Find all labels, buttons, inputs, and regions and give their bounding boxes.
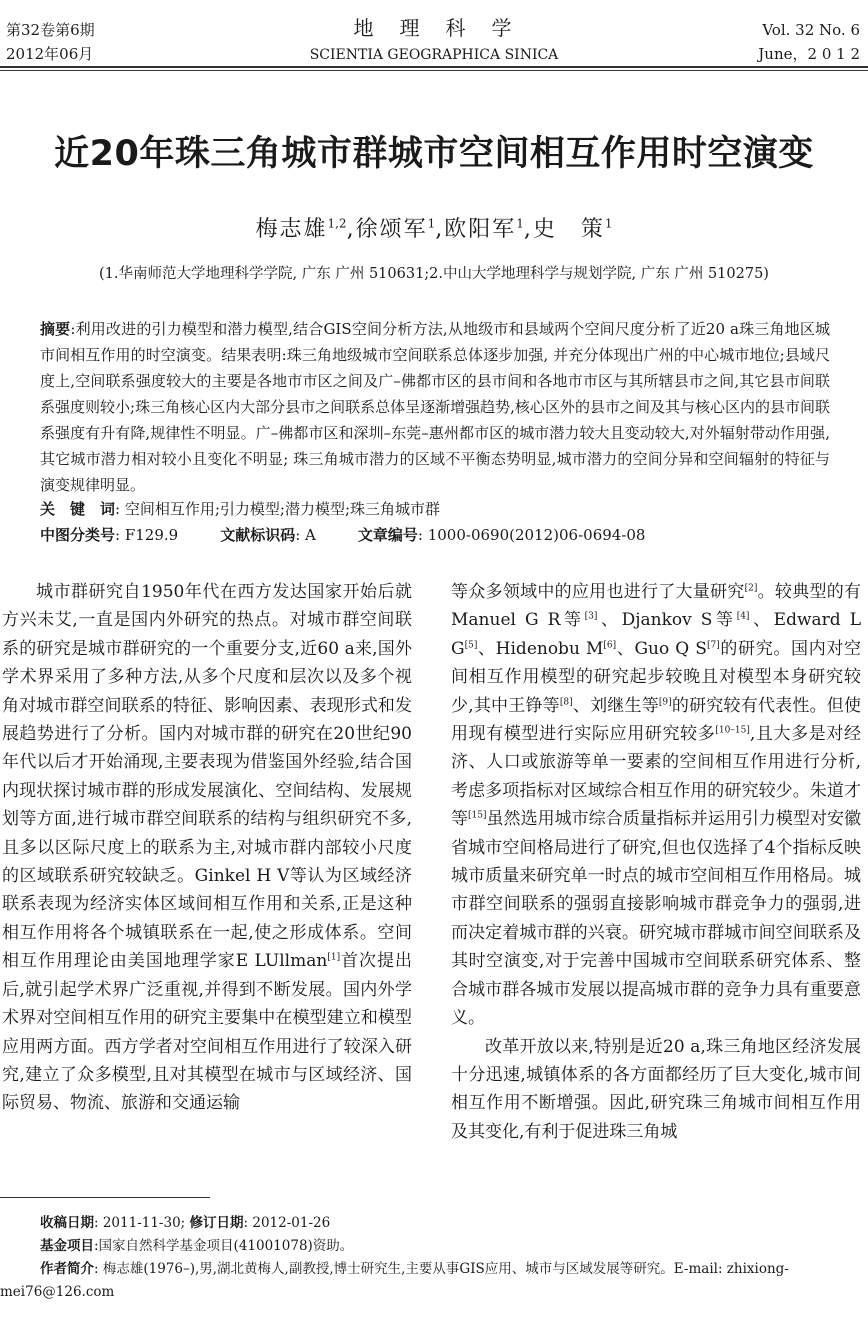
footnote-rule [0, 1197, 210, 1198]
citation: [9] [658, 696, 672, 707]
text-run: 虽然选用城市综合质量指标并运用引力模型对安徽省城市空间格局进行了研究,但也仅选择了4个指标反映城市质量来研究单一时点的城市空间相互作用格局。城市群空间联系的强弱直接影响城市群竞争力的强弱,进而决定着城市群的兴衰。研究城市群城市间空间联系及其时空演变,对于完善中国城市空间联系研究体系、整合城市群各城市发展以提高城市群的竞争力具有重要意义。 [451, 809, 862, 1029]
citation: [3] [584, 611, 598, 622]
text-run: 。较典型的有Manuel G R等 [451, 582, 862, 631]
citation: [8] [559, 696, 573, 707]
author-separator: , [346, 217, 356, 242]
citation: [4] [736, 611, 750, 622]
text-run: 等众多领域中的应用也进行了大量研究 [451, 582, 745, 602]
author-separator: , [523, 217, 533, 242]
affiliations: (1.华南师范大学地理科学学院, 广东 广州 510631;2.中山大学地理科学与规划学院, 广东 广州 510275) [99, 266, 769, 282]
text-run: 、Hidenobu M [477, 638, 604, 659]
fund-text: :国家自然科学基金项目(41001078)资助。 [94, 1238, 354, 1254]
abstract-label: 摘要 [40, 320, 71, 338]
text-run: 、刘继生等 [572, 695, 659, 716]
paragraph [2, 578, 412, 1118]
volume-issue-en: Vol. 32 No. 6 [762, 21, 860, 39]
keywords [40, 496, 830, 522]
received-date: : 2011-11-30; [94, 1215, 186, 1231]
paragraph: 改革开放以来,特别是近20 a,珠三角地区经济发展十分迅速,城镇体系的各方面都经历了巨大变化,城市间相互作用不断增强。因此,研究珠三角城市间相互作用及其变化,有利于促进珠三角城 [451, 1036, 861, 1142]
fund-label: 基金项目 [40, 1238, 94, 1254]
keywords-label: 关 键 词 [40, 500, 116, 518]
author-affiliation-mark: 1 [516, 216, 524, 231]
author-bio-text: : 梅志雄(1976–),男,湖北黄梅人,副教授,博士研究生,主要从事GIS应用、城市与区域发展等研究。E-mail: zhixiong-mei76@126.com [0, 1261, 789, 1300]
body-column-left [2, 578, 412, 1118]
author-name: 史 策 [532, 217, 605, 242]
article-title: 近20年珠三角城市群城市空间相互作用时空演变 [54, 134, 814, 174]
citation: [5] [464, 640, 478, 651]
author-name: 徐颂军 [355, 217, 428, 242]
date-cn: 2012年06月 [6, 45, 94, 63]
article-number-value: : 1000-0690(2012)06-0694-08 [417, 526, 646, 544]
text-run: 的研究较有代表性。但使用现有模型进行实际应用研究较多 [451, 695, 862, 745]
text-run: 的研究。国内对空间相互作用模型的研究起步较晚且对模型本身研究较少,其中王铮等 [451, 638, 862, 716]
header-rule-thin [0, 70, 868, 71]
footnote-dates [0, 1212, 862, 1235]
keywords-text: : 空间相互作用;引力模型;潜力模型;珠三角城市群 [115, 500, 441, 518]
author-affiliation-mark: 1 [604, 216, 613, 231]
author-list [0, 212, 868, 243]
clc-value: : F129.9 [115, 526, 179, 544]
author-affiliation-mark: 1 [427, 216, 436, 231]
body-column-right [451, 578, 861, 1146]
text-run: ,且大多是对经济、人口或旅游等单一要素的空间相互作用进行分析,考虑多项指标对区域综合相互作用的研究较少。朱道才等 [451, 724, 862, 830]
document-code-value: : A [295, 526, 316, 544]
author-bio-label: 作者简介 [40, 1261, 94, 1277]
volume-issue-cn: 第32卷第6期 [6, 21, 95, 39]
revised-label: 修订日期 [189, 1215, 244, 1231]
date-en: June，2 0 1 2 [758, 45, 860, 63]
article-number-label: 文章编号 [357, 526, 418, 544]
citation: [6] [603, 640, 617, 651]
header-rule [0, 66, 868, 68]
abstract-text: :利用改进的引力模型和潜力模型,结合GIS空间分析方法,从地级市和县域两个空间尺度分析了近20 a珠三角地区城市间相互作用的时空演变。结果表明:珠三角地级城市空间联系总体逐步加强, 并充分体现出广州的中心城市地位;县域尺度上,空间联系强度较大的主要是各地市市区之间及广–佛都市区的县市间和各地市市区与其所辖县市之间,其它县市间联系强度则较小;珠三角核心区内大部分县市之间联系总体呈逐渐增强趋势,核心区外的县市之间及其与核心区内的县市间联系强度有升有降,规律性不明显。广–佛都市区和深圳–东莞–惠州都市区的城市潜力较大且变动较大,对外辐射带动作用强,其它城市潜力相对较小且变化不明显; 珠三角城市潜力的区域不平衡态势明显,城市潜力的空间分异和空间辐射的特征与演变规律明显。 [40, 320, 830, 494]
revised-date: : 2012-01-26 [243, 1215, 331, 1231]
received-label: 收稿日期 [40, 1215, 94, 1231]
clc-label: 中图分类号 [40, 526, 116, 544]
citation: [1] [327, 952, 341, 963]
citation: [2] [744, 583, 758, 594]
abstract [40, 316, 830, 498]
text-run: 城市群研究自1950年代在西方发达国家开始后就方兴未艾,一直是国内外研究的热点。对城市群空间联系的研究是城市群研究的一个重要分支,近60 a来,国外学术界采用了多种方法,从多个尺度和层次以及多个视角对城市群空间联系的特征、影响因素、表现形式和发展趋势进行了分析。国内对城市群的研究在20世纪90年代以后才开始涌现,主要表现为借鉴国外经验,结合国内现状探讨城市群的形成发展演化、空间结构、发展规划等方面,进行城市群空间联系的结构与组织研究不多,且多以区际尺度上的联系为主,对城市群内部较小尺度的区域联系研究较缺乏。Ginkel H V等认为区域经济联系表现为经济实体区域间相互作用和关系,正是这种相互作用将各个城镇联系在一起,使之形成体系。空间相互作用理论由美国地理学家E LUllman [2, 582, 412, 972]
document-code-label: 文献标识码 [220, 526, 296, 544]
paragraph [451, 578, 861, 1033]
text-run: 、Guo Q S [616, 638, 707, 659]
author-affiliation-mark: 1,2 [327, 216, 347, 231]
footnote-fund [0, 1235, 862, 1258]
text-run: 、Edward L G [451, 610, 861, 659]
author-name: 梅志雄 [255, 217, 328, 242]
text-run: 首次提出后,就引起学术界广泛重视,并得到不断发展。国内外学术界对空间相互作用的研究主要集中在模型建立和模型应用两方面。西方学者对空间相互作用进行了较深入研究,建立了众多模型,且对其模型在城市与区域经济、国际贸易、物流、旅游和交通运输 [2, 951, 413, 1114]
author-separator: , [435, 217, 445, 242]
author-name: 欧阳军 [444, 217, 517, 242]
classification-row [40, 522, 830, 548]
journal-name-en: SCIENTIA GEOGRAPHICA SINICA [309, 47, 559, 63]
citation: [10–15] [715, 725, 750, 736]
footnote-author [0, 1258, 862, 1304]
citation: [15] [468, 810, 487, 821]
journal-name-cn: 地 理 科 学 [353, 16, 515, 40]
footnotes [0, 1212, 862, 1304]
text-run: 、Djankov S等 [597, 610, 737, 631]
citation: [7] [706, 640, 720, 651]
